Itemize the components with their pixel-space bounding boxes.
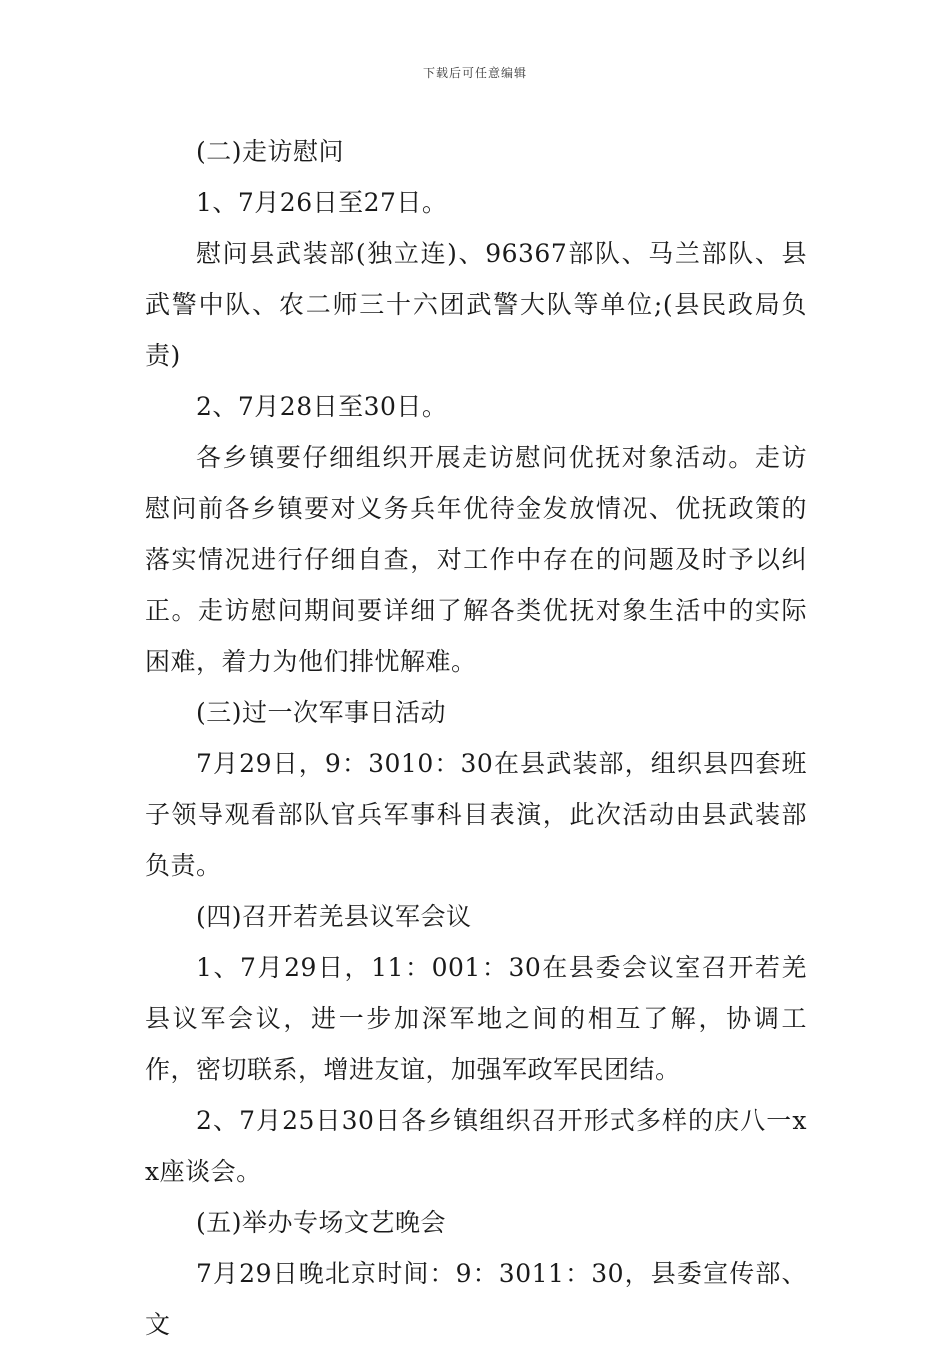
paragraph: 7月29日晚北京时间：9：3011：30，县委宣传部、文 bbox=[145, 1259, 807, 1339]
paragraph: 1、7月29日，11：001：30在县委会议室召开若羌县议军会议，进一步加深军地之间的相互了解，协调工作，密切联系，增进友谊，加强军政军民团结。 bbox=[145, 953, 807, 1084]
paragraph: 2、7月28日至30日。 bbox=[196, 392, 448, 421]
section-heading-gala: (五)举办专场文艺晚会 bbox=[196, 1208, 447, 1237]
paragraph: 1、7月26日至27日。 bbox=[196, 188, 448, 217]
section-heading-meeting: (四)召开若羌县议军会议 bbox=[196, 902, 472, 931]
section-heading-visits: (二)走访慰问 bbox=[196, 137, 345, 166]
document-body bbox=[145, 126, 807, 1350]
paragraph: 慰问县武装部(独立连)、96367部队、马兰部队、县武警中队、农二师三十六团武警大队等单位;(县民政局负责) bbox=[145, 239, 807, 370]
paragraph: 7月29日，9：3010：30在县武装部，组织县四套班子领导观看部队官兵军事科目表演，此次活动由县武装部负责。 bbox=[145, 749, 807, 880]
section-heading-military-day: (三)过一次军事日活动 bbox=[196, 698, 447, 727]
paragraph: 2、7月25日30日各乡镇组织召开形式多样的庆八一xx座谈会。 bbox=[145, 1106, 807, 1186]
paragraph: 各乡镇要仔细组织开展走访慰问优抚对象活动。走访慰问前各乡镇要对义务兵年优待金发放情况、优抚政策的落实情况进行仔细自查，对工作中存在的问题及时予以纠正。走访慰问期间要详细了解各类优抚对象生活中的实际困难，着力为他们排忧解难。 bbox=[145, 443, 807, 676]
header-note: 下载后可任意编辑 bbox=[422, 66, 527, 80]
